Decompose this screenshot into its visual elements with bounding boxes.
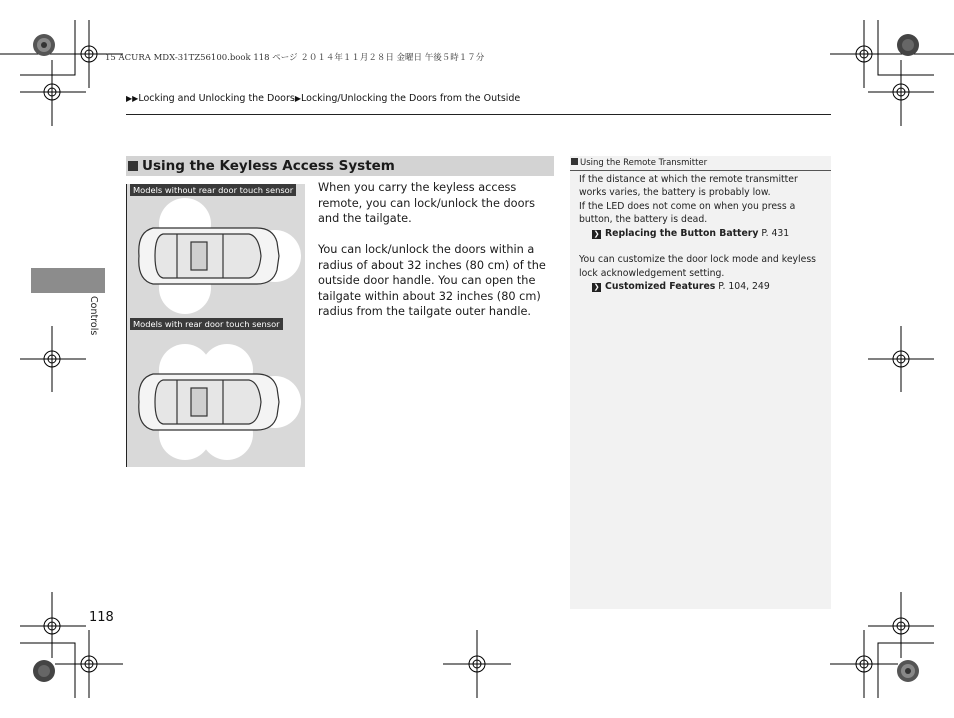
breadcrumb-separator: ▶	[294, 94, 302, 103]
crossref-title: Replacing the Button Battery	[605, 227, 759, 239]
body-paragraph: When you carry the keyless access remote, you can lock/unlock the doors and the tailgate.	[318, 181, 536, 225]
section-body	[318, 180, 556, 335]
crossref-arrow-icon: ❯	[593, 229, 600, 238]
note-icon	[571, 158, 578, 165]
print-header: 15 ACURA MDX-31TZ56100.book 118 ページ ２０１４年１１月２８日 金曜日 午後５時１７分	[105, 53, 485, 63]
crossref-title: Customized Features	[605, 281, 716, 293]
crossref-arrow-icon: ❯	[593, 283, 600, 292]
note-heading	[570, 157, 831, 171]
figure-label-without-sensor: Models without rear door touch sensor	[130, 184, 296, 196]
breadcrumb-item-outside[interactable]: Locking/Unlocking the Doors from the Outside	[301, 93, 521, 104]
chapter-tab-label: Controls	[88, 296, 99, 336]
crossref-page: P. 104, 249	[718, 281, 770, 293]
note-body	[579, 173, 827, 294]
keyless-range-figure	[126, 184, 305, 467]
figure-label-with-sensor: Models with rear door touch sensor	[130, 318, 283, 330]
car-top	[139, 228, 279, 284]
note-paragraph: If the LED does not come on when you press a button, the battery is dead.	[579, 200, 796, 226]
note-heading-text: Using the Remote Transmitter	[580, 158, 708, 168]
header-rule	[126, 114, 831, 115]
car-bottom	[139, 374, 279, 430]
breadcrumb-arrows: ▶▶	[126, 94, 139, 103]
chapter-tab[interactable]	[31, 268, 105, 293]
note-paragraph: You can customize the door lock mode and keyless lock acknowledgement setting.	[579, 254, 817, 279]
note-paragraph: If the distance at which the remote transmitter works varies, the battery is probably low.	[579, 174, 798, 199]
section-title	[126, 156, 554, 176]
breadcrumb	[126, 93, 520, 104]
crossref-page: P. 431	[761, 227, 790, 239]
breadcrumb-item-locking[interactable]: Locking and Unlocking the Doors	[138, 93, 295, 104]
crossref-replacing-battery[interactable]	[579, 227, 827, 240]
section-title-text: Using the Keyless Access System	[142, 158, 395, 174]
body-paragraph: You can lock/unlock the doors within a radius of about 32 inches (80 cm) of the outside door handle. You can open the tailgate within about 32 inches (80 cm) radius from the tailgate outer handle.	[318, 243, 546, 318]
page-number: 118	[89, 610, 114, 625]
section-square-icon	[128, 161, 138, 171]
crossref-customized-features[interactable]	[579, 280, 827, 293]
